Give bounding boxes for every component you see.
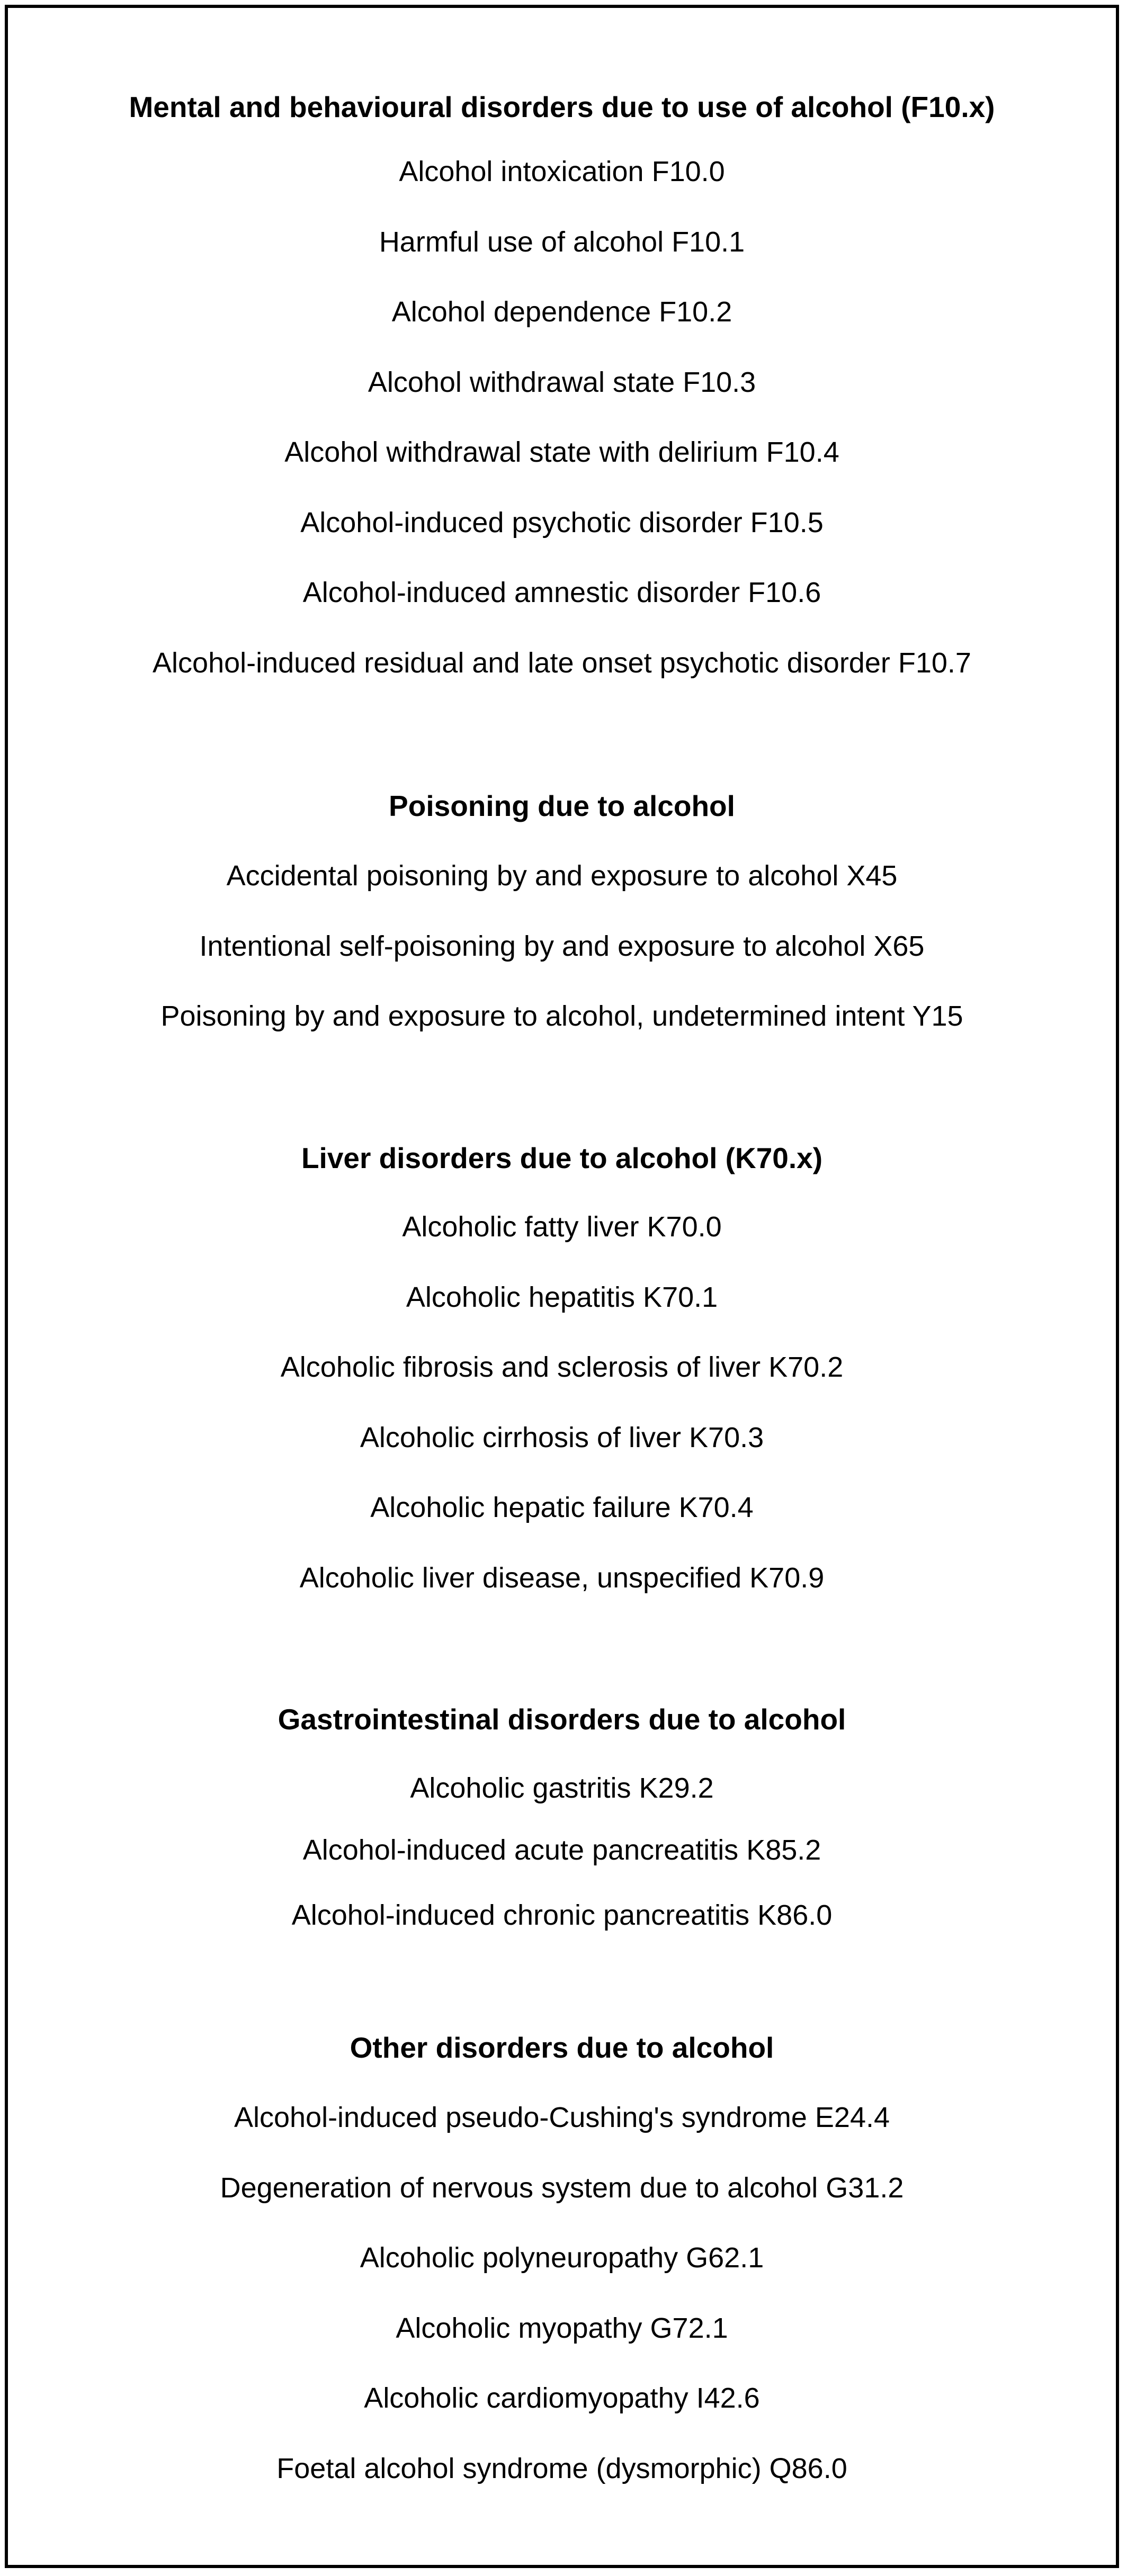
list-item: Alcohol-induced psychotic disorder F10.5 — [300, 507, 824, 538]
list-item: Alcoholic gastritis K29.2 — [410, 1772, 714, 1804]
list-item: Alcohol-induced chronic pancreatitis K86.0 — [291, 1899, 833, 1931]
list-item: Alcohol-induced residual and late onset psychotic disorder F10.7 — [153, 647, 971, 679]
list-item: Alcoholic liver disease, unspecified K70.9 — [299, 1562, 825, 1594]
list-item: Alcoholic cardiomyopathy I42.6 — [364, 2382, 760, 2414]
section-heading-other: Other disorders due to alcohol — [350, 2031, 774, 2064]
list-item: Foetal alcohol syndrome (dysmorphic) Q86.0 — [276, 2453, 847, 2484]
list-item: Alcohol-induced pseudo-Cushing's syndrome E24.4 — [234, 2102, 890, 2133]
list-item: Alcohol-induced acute pancreatitis K85.2 — [302, 1834, 821, 1866]
list-item: Alcohol withdrawal state F10.3 — [368, 366, 756, 398]
section-heading-mental-behavioural: Mental and behavioural disorders due to use of alcohol (F10.x) — [129, 91, 995, 123]
section-heading-liver: Liver disorders due to alcohol (K70.x) — [301, 1142, 823, 1174]
list-item: Alcoholic polyneuropathy G62.1 — [360, 2242, 764, 2274]
list-item: Alcoholic fibrosis and sclerosis of liver K70.2 — [280, 1351, 844, 1383]
list-item: Alcoholic hepatic failure K70.4 — [370, 1492, 754, 1523]
list-item: Poisoning by and exposure to alcohol, undetermined intent Y15 — [160, 1000, 963, 1032]
list-item: Alcoholic cirrhosis of liver K70.3 — [360, 1422, 764, 1453]
list-item: Degeneration of nervous system due to alcohol G31.2 — [220, 2172, 904, 2204]
section-heading-gastrointestinal: Gastrointestinal disorders due to alcohol — [278, 1703, 846, 1736]
list-item: Harmful use of alcohol F10.1 — [379, 226, 745, 258]
list-item: Accidental poisoning by and exposure to alcohol X45 — [226, 860, 898, 892]
list-item: Alcohol withdrawal state with delirium F10.4 — [284, 436, 839, 468]
list-item: Alcoholic fatty liver K70.0 — [402, 1211, 722, 1243]
list-item: Alcoholic hepatitis K70.1 — [406, 1281, 718, 1313]
section-heading-poisoning: Poisoning due to alcohol — [389, 789, 735, 822]
list-item: Alcohol dependence F10.2 — [391, 296, 732, 328]
list-item: Alcohol-induced amnestic disorder F10.6 — [302, 577, 821, 608]
list-item: Intentional self-poisoning by and exposure to alcohol X65 — [199, 930, 925, 962]
list-item: Alcohol intoxication F10.0 — [399, 156, 725, 187]
list-item: Alcoholic myopathy G72.1 — [396, 2312, 728, 2344]
